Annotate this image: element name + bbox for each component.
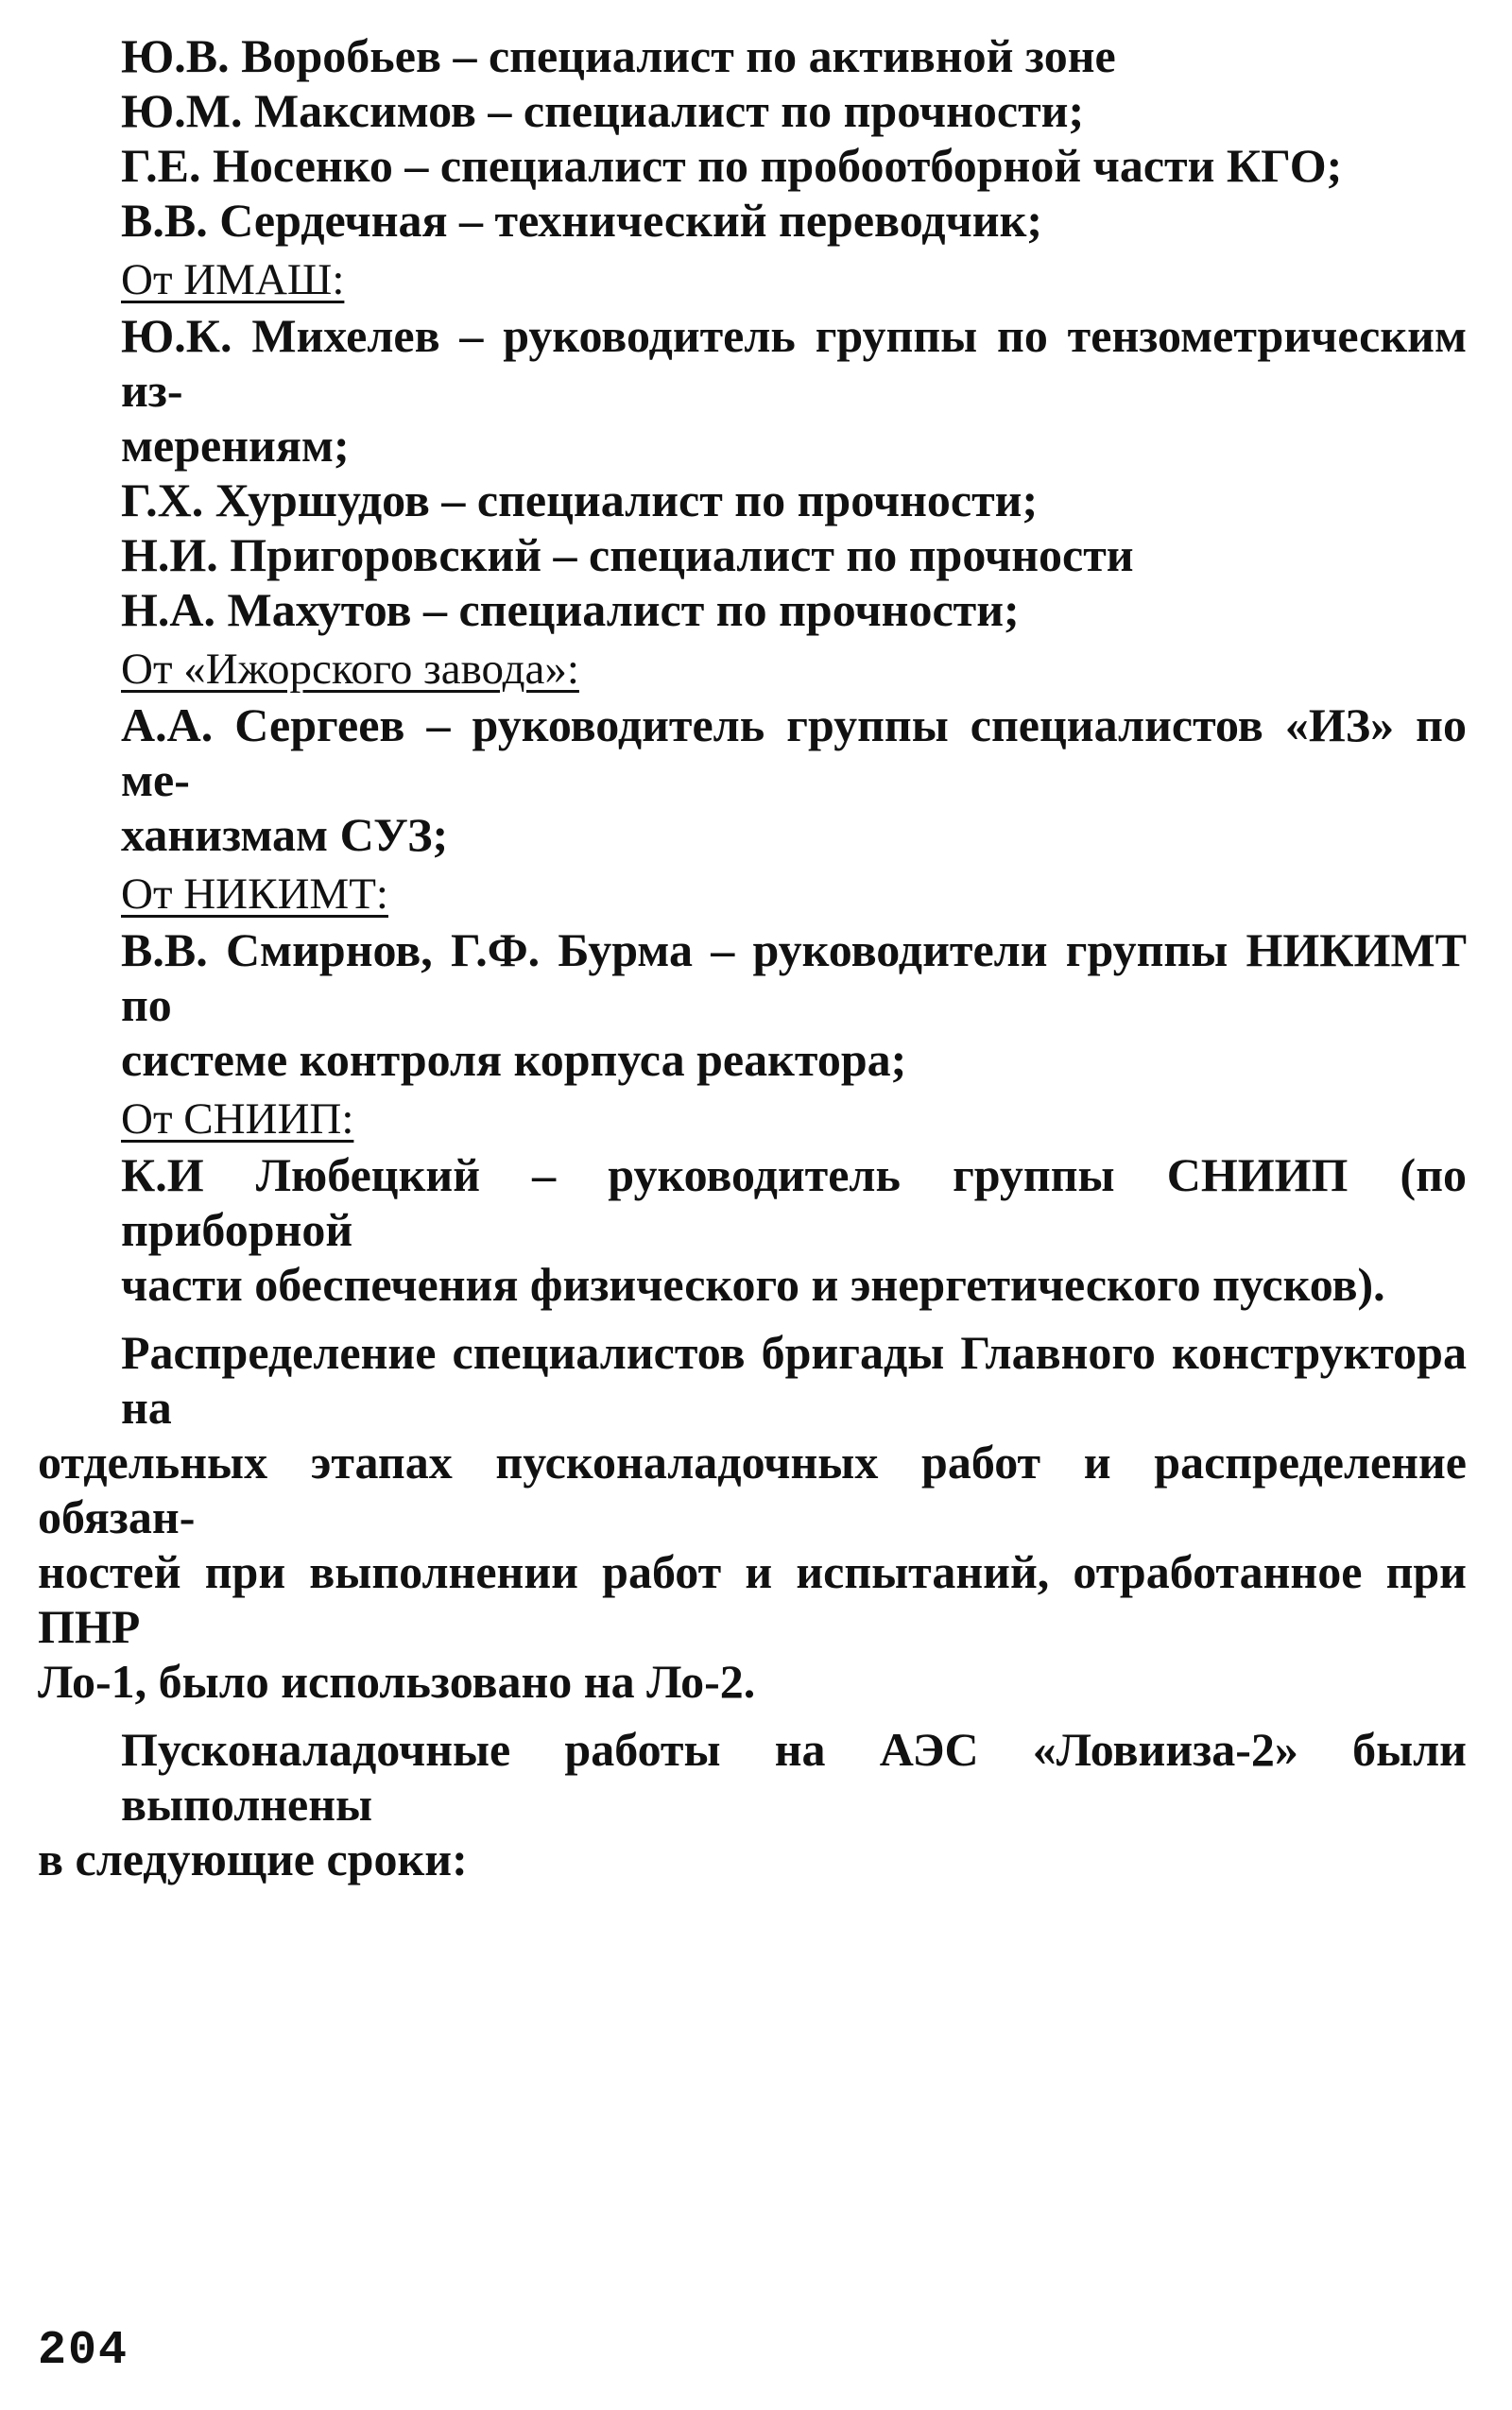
section-heading: От СНИИП: bbox=[121, 1094, 354, 1144]
staff-line: Ю.К. Михелев – руководитель группы по тензометрическим из- bbox=[121, 309, 1467, 417]
paragraph-line: Пусконаладочные работы на АЭС «Ловииза-2» были выполнены bbox=[121, 1723, 1467, 1831]
staff-line: А.А. Сергеев – руководитель группы специалистов «ИЗ» по ме- bbox=[121, 698, 1467, 806]
section-heading: От «Ижорского завода»: bbox=[121, 645, 579, 694]
staff-line: Г.Х. Хуршудов – специалист по прочности; bbox=[121, 473, 1039, 526]
staff-line: Ю.В. Воробьев – специалист по активной зоне bbox=[121, 29, 1116, 82]
paragraph-line: Ло-1, было использовано на Ло-2. bbox=[38, 1655, 756, 1708]
document-page bbox=[38, 28, 1467, 1886]
paragraph-distribution bbox=[38, 1325, 1467, 1709]
staff-line-continued: части обеспечения физического и энергетического пусков). bbox=[121, 1258, 1385, 1311]
staff-line-continued: системе контроля корпуса реактора; bbox=[121, 1033, 907, 1086]
section-sniip bbox=[38, 1091, 1467, 1312]
paragraph-line: отдельных этапах пусконаладочных работ и распределение обязан- bbox=[38, 1436, 1467, 1543]
section-nikimt bbox=[38, 866, 1467, 1087]
section-izhorsky bbox=[38, 641, 1467, 862]
staff-line-continued: мерениям; bbox=[121, 419, 350, 472]
staff-line: К.И Любецкий – руководитель группы СНИИП (по приборной bbox=[121, 1148, 1467, 1256]
page-number: 204 bbox=[38, 2324, 129, 2378]
staff-line: Н.А. Махутов – специалист по прочности; bbox=[121, 583, 1020, 636]
paragraph-line: Распределение специалистов бригады Главного конструктора на bbox=[121, 1326, 1467, 1434]
staff-line-continued: ханизмам СУЗ; bbox=[121, 808, 449, 861]
staff-line: Г.Е. Носенко – специалист по пробоотборной части КГО; bbox=[121, 139, 1343, 192]
section-heading: От ИМАШ: bbox=[121, 255, 345, 304]
staff-list bbox=[38, 28, 1467, 248]
paragraph-schedule bbox=[38, 1722, 1467, 1886]
staff-line: В.В. Смирнов, Г.Ф. Бурма – руководители группы НИКИМТ по bbox=[121, 923, 1467, 1031]
staff-line: Н.И. Пригоровский – специалист по прочности bbox=[121, 528, 1134, 581]
staff-line: Ю.М. Максимов – специалист по прочности; bbox=[121, 84, 1085, 137]
staff-line: В.В. Сердечная – технический переводчик; bbox=[121, 194, 1043, 247]
paragraph-line: ностей при выполнении работ и испытаний, отработанное при ПНР bbox=[38, 1545, 1467, 1653]
section-heading: От НИКИМТ: bbox=[121, 869, 388, 919]
section-imash bbox=[38, 251, 1467, 637]
paragraph-line: в следующие сроки: bbox=[38, 1833, 468, 1885]
